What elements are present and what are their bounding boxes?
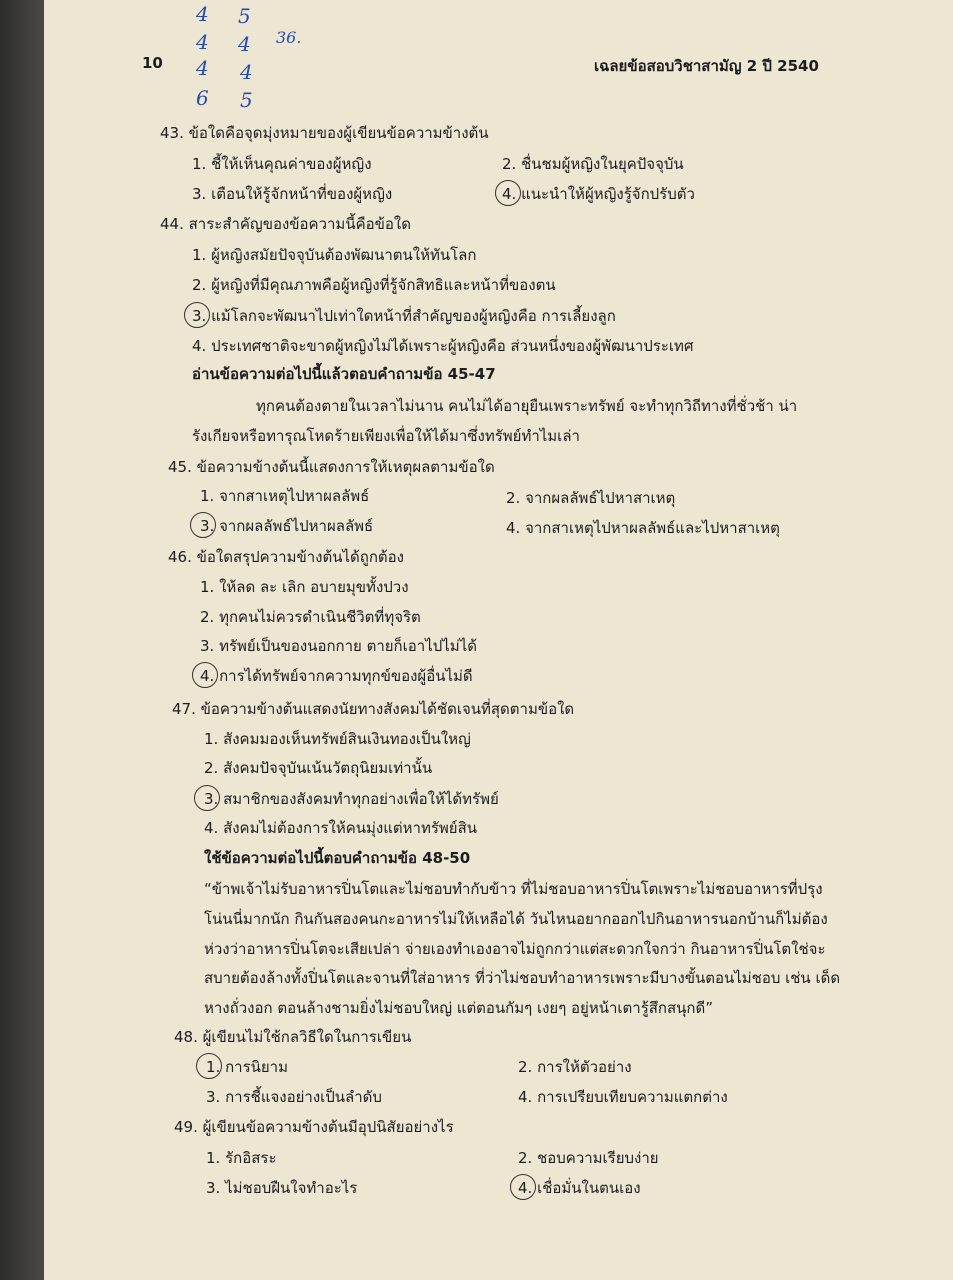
passage-45-47-line: ทุกคนต้องตายในเวลาไม่นาน คนไม่ได้อายุยืนเพราะทรัพย์ จะทำทุกวิถีทางที่ชั่วช้า น่า <box>256 397 798 415</box>
q49-option-2: 2. ชอบความเรียบง่าย <box>518 1149 659 1167</box>
handwritten-digit: 4 <box>196 30 209 54</box>
handwritten-digit: 4 <box>240 60 253 84</box>
q46-option-1: 1. ให้ลด ละ เลิก อบายมุขทั้งปวง <box>200 578 409 596</box>
answer-circle-mark <box>196 1053 222 1079</box>
instruction-45-47: อ่านข้อความต่อไปนี้แล้วตอบคำถามข้อ 45-47 <box>192 365 496 383</box>
q48-option-4: 4. การเปรียบเทียบความแตกต่าง <box>518 1088 728 1106</box>
q47-option-1: 1. สังคมมองเห็นทรัพย์สินเงินทองเป็นใหญ่ <box>204 730 471 748</box>
page-number: 10 <box>142 54 163 72</box>
passage-48-50-line: ห่วงว่าอาหารปิ่นโตจะเสียเปล่า จ่ายเองทำเองอาจไม่ถูกกว่าแต่สะดวกใจกว่า กินอาหารปิ่นโตใช่จะ <box>204 940 826 958</box>
question-43: 43. ข้อใดคือจุดมุ่งหมายของผู้เขียนข้อความข้างต้น <box>160 124 489 142</box>
q45-option-4: 4. จากสาเหตุไปหาผลลัพธ์และไปหาสาเหตุ <box>506 519 780 537</box>
question-47: 47. ข้อความข้างต้นแสดงนัยทางสังคมได้ชัดเจนที่สุดตามข้อใด <box>172 700 575 718</box>
handwritten-digit: 4 <box>196 56 209 80</box>
question-48: 48. ผู้เขียนไม่ใช้กลวิธีใดในการเขียน <box>174 1028 412 1046</box>
answer-circle-mark <box>510 1174 536 1200</box>
question-46: 46. ข้อใดสรุปความข้างต้นได้ถูกต้อง <box>168 548 404 566</box>
passage-48-50-line: หางถั่วงอก ตอนล้างชามยิ่งไม่ชอบใหญ่ แต่ตอนกัมๆ เงยๆ อยู่หน้าเตารู้สึกสนุกดี” <box>204 999 713 1017</box>
q48-option-2: 2. การให้ตัวอย่าง <box>518 1058 632 1076</box>
q45-option-3: 3. จากผลลัพธ์ไปหาผลลัพธ์ <box>200 517 374 535</box>
q49-option-1: 1. รักอิสระ <box>206 1149 277 1167</box>
answer-circle-mark <box>495 180 521 206</box>
q43-option-4: 4. แนะนำให้ผู้หญิงรู้จักปรับตัว <box>502 185 695 203</box>
q48-option-3: 3. การชี้แจงอย่างเป็นลำดับ <box>206 1088 382 1106</box>
q47-option-4: 4. สังคมไม่ต้องการให้คนมุ่งแต่หาทรัพย์สิน <box>204 819 478 837</box>
document-page <box>44 0 953 1280</box>
q43-option-2: 2. ชื่นชมผู้หญิงในยุคปัจจุบัน <box>502 155 684 173</box>
answer-circle-mark <box>194 785 220 811</box>
page-header-title: เฉลยข้อสอบวิชาสามัญ 2 ปี 2540 <box>594 57 819 75</box>
q44-option-2: 2. ผู้หญิงที่มีคุณภาพคือผู้หญิงที่รู้จักสิทธิและหน้าที่ของตน <box>192 276 556 294</box>
q47-option-3: 3. สมาชิกของสังคมทำทุกอย่างเพื่อให้ได้ทรัพย์ <box>204 790 499 808</box>
passage-48-50-line: สบายต้องล้างทั้งปิ่นโตและจานที่ใส่อาหาร ที่ว่าไม่ชอบทำอาหารเพราะมีบางขั้นตอนไม่ชอบ เช่น เด็ด <box>204 969 841 987</box>
q43-option-1: 1. ชี้ให้เห็นคุณค่าของผู้หญิง <box>192 155 372 173</box>
q47-option-2: 2. สังคมปัจจุบันเน้นวัตถุนิยมเท่านั้น <box>204 759 433 777</box>
q45-option-1: 1. จากสาเหตุไปหาผลลัพธ์ <box>200 487 370 505</box>
answer-circle-mark <box>184 302 210 328</box>
q43-option-3: 3. เตือนให้รู้จักหน้าที่ของผู้หญิง <box>192 185 393 203</box>
question-44: 44. สาระสำคัญของข้อความนี้คือข้อใด <box>160 215 411 233</box>
answer-circle-mark <box>190 512 216 538</box>
handwritten-digit: 5 <box>238 4 251 28</box>
passage-45-47-line: รังเกียจหรือทารุณโหดร้ายเพียงเพื่อให้ได้มาซึ่งทรัพย์ทำไมเล่า <box>192 427 580 445</box>
handwritten-digit: 6 <box>196 86 209 110</box>
q45-option-2: 2. จากผลลัพธ์ไปหาสาเหตุ <box>506 489 676 507</box>
q44-option-4: 4. ประเทศชาติจะขาดผู้หญิงไม่ได้เพราะผู้หญิงคือ ส่วนหนึ่งของผู้พัฒนาประเทศ <box>192 337 694 355</box>
passage-48-50-line: “ข้าพเจ้าไม่รับอาหารปิ่นโตและไม่ชอบทำกับข้าว ที่ไม่ชอบอาหารปิ่นโตเพราะไม่ชอบอาหารที่ปรุง <box>204 880 823 898</box>
handwritten-digit: 5 <box>240 88 253 112</box>
q48-option-1: 1. การนิยาม <box>206 1058 288 1076</box>
q44-option-3: 3. แม้โลกจะพัฒนาไปเท่าใดหน้าที่สำคัญของผู้หญิงคือ การเลี้ยงลูก <box>192 307 616 325</box>
passage-48-50-line: โน่นนี่มากนัก กินกันสองคนกะอาหารไม่ให้เหลือได้ วันไหนอยากออกไปกินอาหารนอกบ้านก็ไม่ต้อง <box>204 910 828 928</box>
book-spine-shadow <box>0 0 44 1280</box>
handwritten-digit: 4 <box>196 2 209 26</box>
question-49: 49. ผู้เขียนข้อความข้างต้นมีอุปนิสัยอย่างไร <box>174 1118 454 1136</box>
handwritten-note: 36. <box>276 28 302 47</box>
q46-option-2: 2. ทุกคนไม่ควรดำเนินชีวิตที่ทุจริต <box>200 608 421 626</box>
handwritten-digit: 4 <box>238 32 251 56</box>
q49-option-4: 4. เชื่อมั่นในตนเอง <box>518 1179 641 1197</box>
q46-option-4: 4. การได้ทรัพย์จากความทุกข์ของผู้อื่นไม่ดี <box>200 667 473 685</box>
q49-option-3: 3. ไม่ชอบฝืนใจทำอะไร <box>206 1179 358 1197</box>
question-45: 45. ข้อความข้างต้นนี้แสดงการให้เหตุผลตามข้อใด <box>168 458 495 476</box>
instruction-48-50: ใช้ข้อความต่อไปนี้ตอบคำถามข้อ 48-50 <box>204 849 471 867</box>
q46-option-3: 3. ทรัพย์เป็นของนอกกาย ตายก็เอาไปไม่ได้ <box>200 637 477 655</box>
answer-circle-mark <box>192 662 218 688</box>
q44-option-1: 1. ผู้หญิงสมัยปัจจุบันต้องพัฒนาตนให้ทันโลก <box>192 246 477 264</box>
